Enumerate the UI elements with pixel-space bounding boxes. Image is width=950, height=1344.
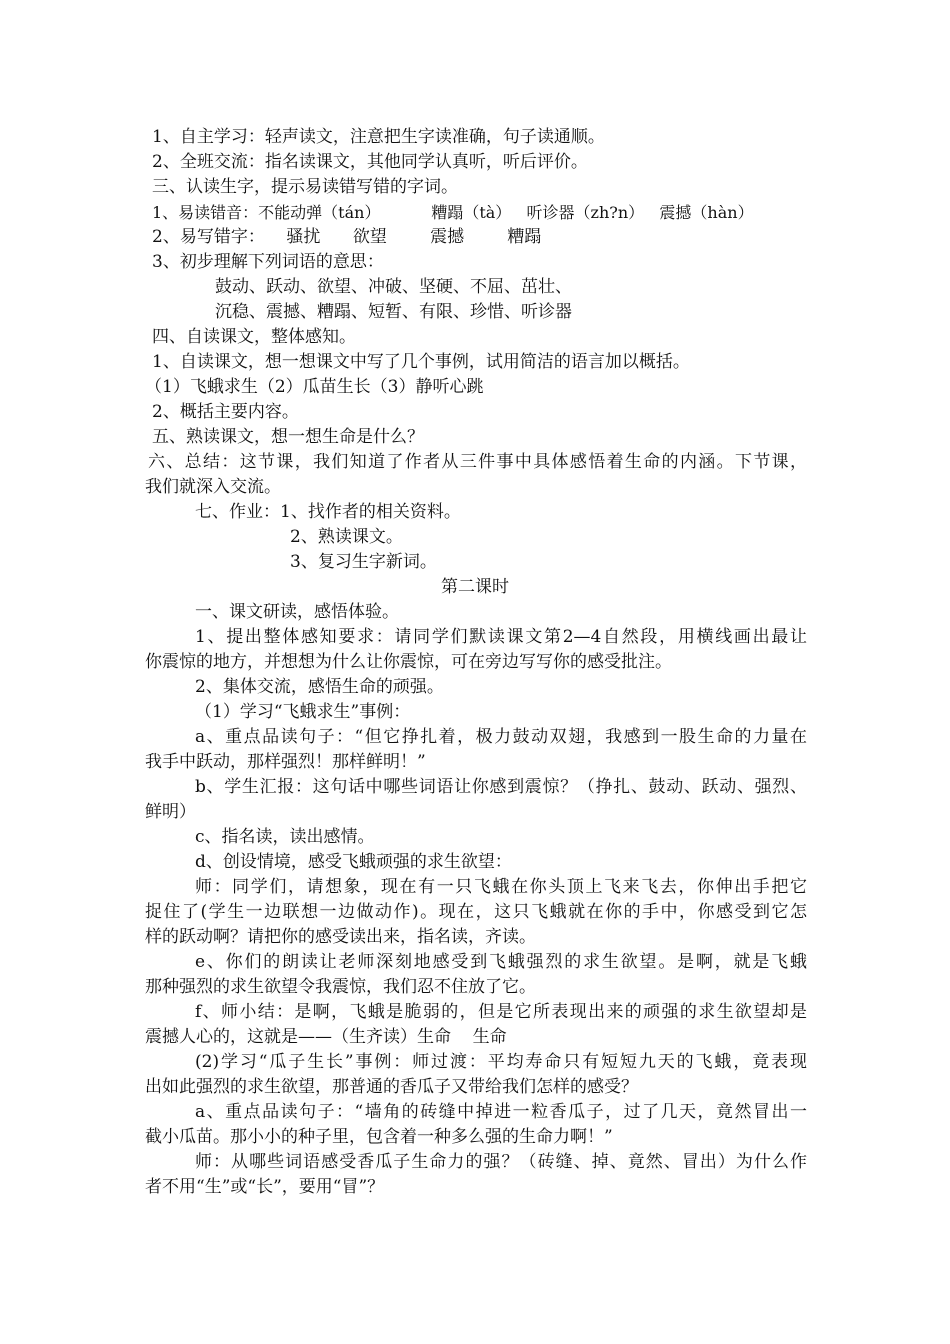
text-line: 3、初步理解下列词语的意思：: [152, 252, 384, 272]
text-line: 3、复习生字新词。: [290, 552, 437, 572]
text-line: b、学生汇报：这句话中哪些词语让你感到震惊？（挣扎、鼓动、跃动、强烈、: [195, 777, 807, 797]
text-line: 捉住了(学生一边联想一边做动作)。现在，这只飞蛾就在你的手中，你感受到它怎: [145, 902, 807, 922]
text-line: 我们就深入交流。: [145, 477, 281, 497]
text-line: 1、易读错音：不能动弹（tán） 糟蹋（tà） 听诊器（zh?n） 震撼（hàn）: [152, 203, 754, 222]
text-line: 1、自读课文，想一想课文中写了几个事例，试用简洁的语言加以概括。: [152, 352, 690, 372]
text-line: 五、熟读课文，想一想生命是什么？: [152, 427, 424, 447]
text-line: 鲜明）: [145, 802, 196, 822]
text-line: 1、提出整体感知要求：请同学们默读课文第2—4自然段，用横线画出最让: [195, 627, 807, 647]
text-line: 1、自主学习：轻声读文，注意把生字读准确，句子读通顺。: [152, 127, 605, 147]
text-line: 我手中跃动，那样强烈！那样鲜明！”: [145, 752, 426, 772]
text-line: （1）学习“飞蛾求生”事例：: [195, 702, 411, 722]
text-line: 那种强烈的求生欲望令我震惊，我们忍不住放了它。: [145, 977, 536, 997]
text-line: f、师小结：是啊，飞蛾是脆弱的，但是它所表现出来的顽强的求生欲望却是: [195, 1002, 807, 1022]
text-line: a、重点品读句子：“但它挣扎着，极力鼓动双翅，我感到一股生命的力量在: [195, 727, 807, 747]
text-line: 六、总结：这节课，我们知道了作者从三件事中具体感悟着生命的内涵。下节课，: [148, 452, 807, 472]
text-line: e、你们的朗读让老师深刻地感受到飞蛾强烈的求生欲望。是啊，就是飞蛾: [195, 952, 807, 972]
section-heading: 第二课时: [441, 577, 509, 597]
text-line: 鼓动、跃动、欲望、冲破、坚硬、不屈、茁壮、: [215, 277, 572, 297]
text-line: 震撼人心的，这就是——（生齐读）生命 生命: [145, 1027, 507, 1047]
text-line: 七、作业：1、找作者的相关资料。: [195, 502, 461, 522]
text-line: 2、集体交流，感悟生命的顽强。: [195, 677, 444, 697]
text-line: c、指名读，读出感情。: [195, 827, 375, 847]
text-line: （1）飞蛾求生（2）瓜苗生长（3）静听心跳: [145, 377, 484, 397]
text-line: 样的跃动啊？请把你的感受读出来，指名读，齐读。: [145, 927, 536, 947]
text-line: d、创设情境，感受飞蛾顽强的求生欲望：: [195, 852, 512, 872]
text-line: 四、自读课文，整体感知。: [152, 327, 356, 347]
text-line: 出如此强烈的求生欲望，那普通的香瓜子又带给我们怎样的感受？: [145, 1077, 638, 1097]
text-line: 一、课文研读，感悟体验。: [195, 602, 399, 622]
text-line: 者不用“生”或“长”，要用“冒”？: [145, 1177, 385, 1197]
text-line: 三、认读生字，提示易读错写错的字词。: [152, 177, 458, 197]
text-line: 2、易写错字： 骚扰 欲望 震撼 糟蹋: [152, 227, 542, 247]
text-line: 2、概括主要内容。: [152, 402, 299, 422]
text-line: 2、熟读课文。: [290, 527, 403, 547]
text-line: 2、全班交流：指名读课文，其他同学认真听，听后评价。: [152, 152, 588, 172]
text-line: 截小瓜苗。那小小的种子里，包含着一种多么强的生命力啊！”: [145, 1127, 613, 1147]
text-line: 你震惊的地方，并想想为什么让你震惊，可在旁边写写你的感受批注。: [145, 652, 672, 672]
text-line: a、重点品读句子：“墙角的砖缝中掉进一粒香瓜子，过了几天，竟然冒出一: [195, 1102, 807, 1122]
text-line: 沉稳、震撼、糟蹋、短暂、有限、珍惜、听诊器: [215, 302, 572, 322]
text-line: (2)学习“瓜子生长”事例：师过渡：平均寿命只有短短九天的飞蛾，竟表现: [195, 1052, 807, 1072]
text-line: 师：同学们，请想象，现在有一只飞蛾在你头顶上飞来飞去，你伸出手把它: [195, 877, 807, 897]
text-line: 师：从哪些词语感受香瓜子生命力的强？（砖缝、掉、竟然、冒出）为什么作: [195, 1152, 807, 1172]
